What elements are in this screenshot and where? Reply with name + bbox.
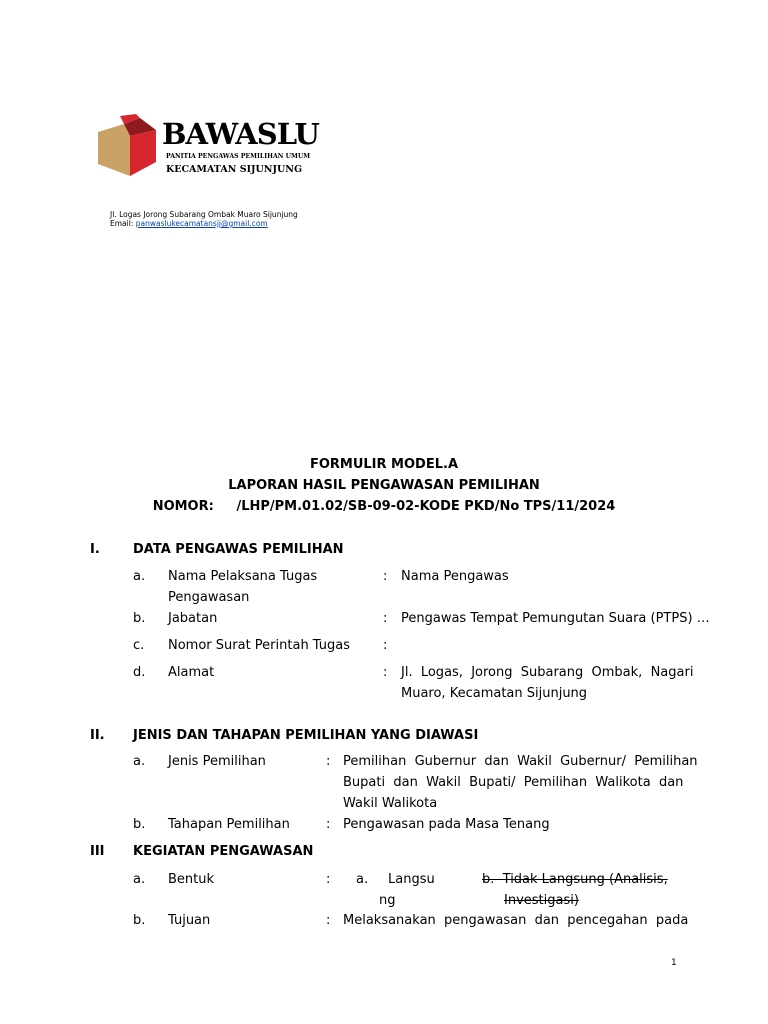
- number-value: /LHP/PM.01.02/SB-09-02-KODE PKD/No TPS/11/2024: [236, 499, 616, 514]
- item-colon: :: [383, 665, 388, 680]
- option-a-label: Langsu: [388, 872, 435, 887]
- item-colon: :: [383, 611, 388, 626]
- option-a-label-cont: ng: [379, 893, 396, 908]
- item-letter: c.: [133, 638, 145, 653]
- item-letter: a.: [133, 569, 146, 584]
- section-1-number: I.: [90, 542, 100, 557]
- item-colon: :: [326, 913, 331, 928]
- number-label: NOMOR:: [152, 499, 214, 514]
- letterhead-address: [110, 210, 298, 228]
- section-1-title: DATA PENGAWAS PEMILIHAN: [133, 542, 344, 557]
- item-label: Alamat: [168, 665, 215, 680]
- item-letter: b.: [133, 913, 146, 928]
- item-value: Jl. Logas, Jorong Subarang Ombak, Nagari: [401, 665, 694, 680]
- option-b-label: b. Tidak Langsung (Analisis,: [482, 872, 668, 887]
- item-value: Nama Pengawas: [401, 569, 509, 584]
- district-name: KECAMATAN SIJUNJUNG: [166, 164, 303, 175]
- item-label: Tahapan Pemilihan: [168, 817, 290, 832]
- item-label: Tujuan: [168, 913, 211, 928]
- section-2-title: JENIS DAN TAHAPAN PEMILIHAN YANG DIAWASI: [133, 728, 479, 743]
- report-title: LAPORAN HASIL PENGAWASAN PEMILIHAN: [228, 478, 540, 493]
- email-link[interactable]: panwaslukecamatansjj@gmail.com: [135, 219, 268, 228]
- page-number: 1: [671, 958, 677, 968]
- email-line: [110, 219, 298, 228]
- option-b-label-cont: Investigasi): [504, 893, 579, 908]
- item-label: Nama Pelaksana Tugas: [168, 569, 318, 584]
- item-value: Pengawas Tempat Pemungutan Suara (PTPS) …: [401, 611, 710, 626]
- item-colon: :: [383, 638, 388, 653]
- email-label: Email:: [110, 219, 136, 228]
- item-letter: d.: [133, 665, 146, 680]
- item-label: Bentuk: [168, 872, 215, 887]
- section-3-title: KEGIATAN PENGAWASAN: [133, 844, 314, 859]
- item-label: Jabatan: [168, 611, 218, 626]
- item-letter: b.: [133, 611, 146, 626]
- section-3-number: III: [90, 844, 105, 859]
- item-colon: :: [326, 754, 331, 769]
- item-colon: :: [326, 872, 331, 887]
- item-value: Melaksanakan pengawasan dan pencegahan pada: [343, 913, 689, 928]
- option-a-letter: a.: [356, 872, 369, 887]
- org-subtitle: PANITIA PENGAWAS PEMILIHAN UMUM: [166, 153, 311, 160]
- item-value: Pengawasan pada Masa Tenang: [343, 817, 550, 832]
- item-value-cont: Bupati dan Wakil Bupati/ Pemilihan Walikota dan: [343, 775, 684, 790]
- item-colon: :: [326, 817, 331, 832]
- item-value-cont: Muaro, Kecamatan Sijunjung: [401, 686, 588, 701]
- item-letter: a.: [133, 754, 146, 769]
- item-value: Pemilihan Gubernur dan Wakil Gubernur/ Pemilihan: [343, 754, 698, 769]
- org-name: BAWASLU: [162, 117, 319, 151]
- item-colon: :: [383, 569, 388, 584]
- section-2-number: II.: [90, 728, 105, 743]
- address-line: Jl. Logas Jorong Subarang Ombak Muaro Sijunjung: [110, 210, 298, 219]
- form-title: FORMULIR MODEL.A: [309, 457, 459, 472]
- item-letter: a.: [133, 872, 146, 887]
- bawaslu-logo-icon: [96, 114, 166, 178]
- item-value-cont: Wakil Walikota: [343, 796, 438, 811]
- item-label: Nomor Surat Perintah Tugas: [168, 638, 351, 653]
- item-label-cont: Pengawasan: [168, 590, 250, 605]
- item-label: Jenis Pemilihan: [168, 754, 266, 769]
- item-letter: b.: [133, 817, 146, 832]
- report-number: [0, 499, 768, 515]
